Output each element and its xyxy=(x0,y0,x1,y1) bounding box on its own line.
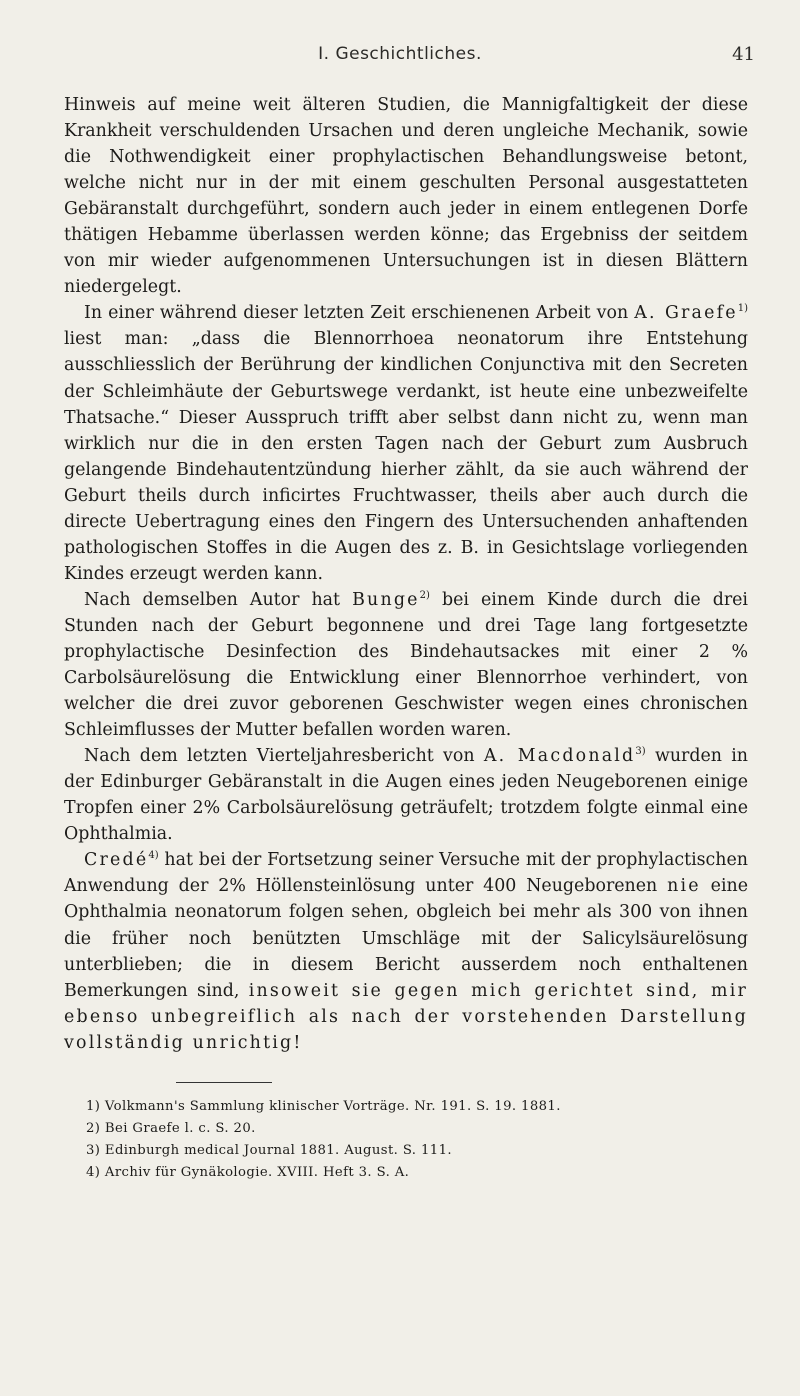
main-text xyxy=(64,92,748,1056)
paragraph-2-text: liest man: „dass die Blennorrhoea neonatorum ihre Entstehung ausschliesslich der Berührung der kindlichen Conjunctiva mit den Secreten der Schleimhäute der Geburtswege verdankt, ist heute eine unbezweifelte Thatsache.“ Dieser Ausspruch trifft aber selbst dann nicht zu, wenn man wirklich nur die in den ersten Tagen nach der Geburt zum Ausbruch gelangende Bindehautentzündung hierher zählt, da sie auch während der Geburt theils durch inficirtes Fruchtwasser, theils aber auch durch die directe Uebertragung eines den Fingern des Untersuchenden anhaftenden pathologischen Stoffes in die Augen des z. B. in Gesichtslage vorliegenden Kindes erzeugt werden kann. xyxy=(64,329,748,584)
paragraph-5-text-2: eine Ophthalmia neonatorum folgen sehen, obgleich bei mehr als 300 von ihnen die früher noch benützten Umschläge mit der Salicylsäurelösung unterblieben; die in diesem Bericht ausserdem noch enthaltenen Bemerkungen sind, xyxy=(64,876,748,1001)
chapter-title: I. Geschichtliches. xyxy=(318,44,482,64)
paragraph-5 xyxy=(64,847,748,1055)
author-bunge: Bunge xyxy=(352,589,420,610)
footnote-2: 2) Bei Graefe l. c. S. 20. xyxy=(86,1121,256,1136)
paragraph-3-intro: Nach demselben Autor hat xyxy=(84,589,353,610)
paragraph-1: Hinweis auf meine weit älteren Studien, die Mannigfaltigkeit der diese Krankheit verschuldenden Ursachen und deren ungleiche Mechanik, sowie die Nothwendigkeit einer prophylactischen Behandlungsweise betont, welche nicht nur in der mit einem geschulten Personal ausgestatteten Gebäranstalt durchgeführt, sondern auch jeder in einem entlegenen Dorfe thätigen Hebamme überlassen werden könne; das Ergebniss der seitdem von mir wieder aufgenommenen Untersuchungen ist in diesen Blättern niedergelegt. xyxy=(64,95,748,298)
paragraph-2 xyxy=(64,300,748,587)
paragraph-5-text-1: hat bei der Fortsetzung seiner Versuche mit der prophylactischen Anwendung der 2% Höllensteinlösung unter 400 Neugeborenen xyxy=(64,850,748,897)
emphasis-conclusion: insoweit sie gegen mich gerichtet sind, mir ebenso unbegreiflich als nach der vorstehenden Darstellung vollständig unrichtig! xyxy=(64,980,748,1053)
footnote-1: 1) Volkmann's Sammlung klinischer Vorträge. Nr. 191. S. 19. 1881. xyxy=(86,1099,561,1114)
footnote-3: 3) Edinburgh medical Journal 1881. August. S. 111. xyxy=(86,1143,452,1158)
footnote-ref-4: 4) xyxy=(148,850,159,862)
author-crede: Credé xyxy=(84,850,149,871)
footnote-ref-1: 1) xyxy=(737,303,748,315)
paragraph-4-intro: Nach dem letzten Vierteljahresbericht von xyxy=(84,746,484,767)
paragraph-2-intro: In einer während dieser letzten Zeit erschienenen Arbeit von xyxy=(84,303,635,324)
paragraph-3-text: bei einem Kinde durch die drei Stunden nach der Geburt begonnene und drei Tage lang fortgesetzte prophylactische Desinfection des Bindehautsackes mit einer 2 % Carbolsäurelösung die Entwicklung einer Blennorrhoe verhindert, von welcher die drei zuvor geborenen Geschwister wegen eines chronischen Schleimflusses der Mutter befallen worden waren. xyxy=(64,589,748,741)
paragraph-4 xyxy=(64,743,748,847)
footnote-ref-3: 3) xyxy=(635,746,646,758)
running-header xyxy=(0,44,800,74)
page-number: 41 xyxy=(732,44,755,65)
author-graefe: A. Graefe xyxy=(634,303,738,324)
footnote-ref-2: 2) xyxy=(419,590,430,602)
footnotes xyxy=(86,1096,726,1184)
paragraph-4-text: wurden in der Edinburger Gebäranstalt in die Augen eines jeden Neugeborenen einige Tropfen einer 2% Carbolsäurelösung geträufelt; trotzdem folgte einmal eine Ophthalmia. xyxy=(64,746,749,845)
footnote-divider xyxy=(176,1082,272,1083)
footnote-4: 4) Archiv für Gynäkologie. XVIII. Heft 3. S. A. xyxy=(86,1165,410,1180)
emphasis-nie: nie xyxy=(667,876,701,897)
author-macdonald: A. Macdonald xyxy=(483,746,636,767)
paragraph-3 xyxy=(64,587,748,743)
